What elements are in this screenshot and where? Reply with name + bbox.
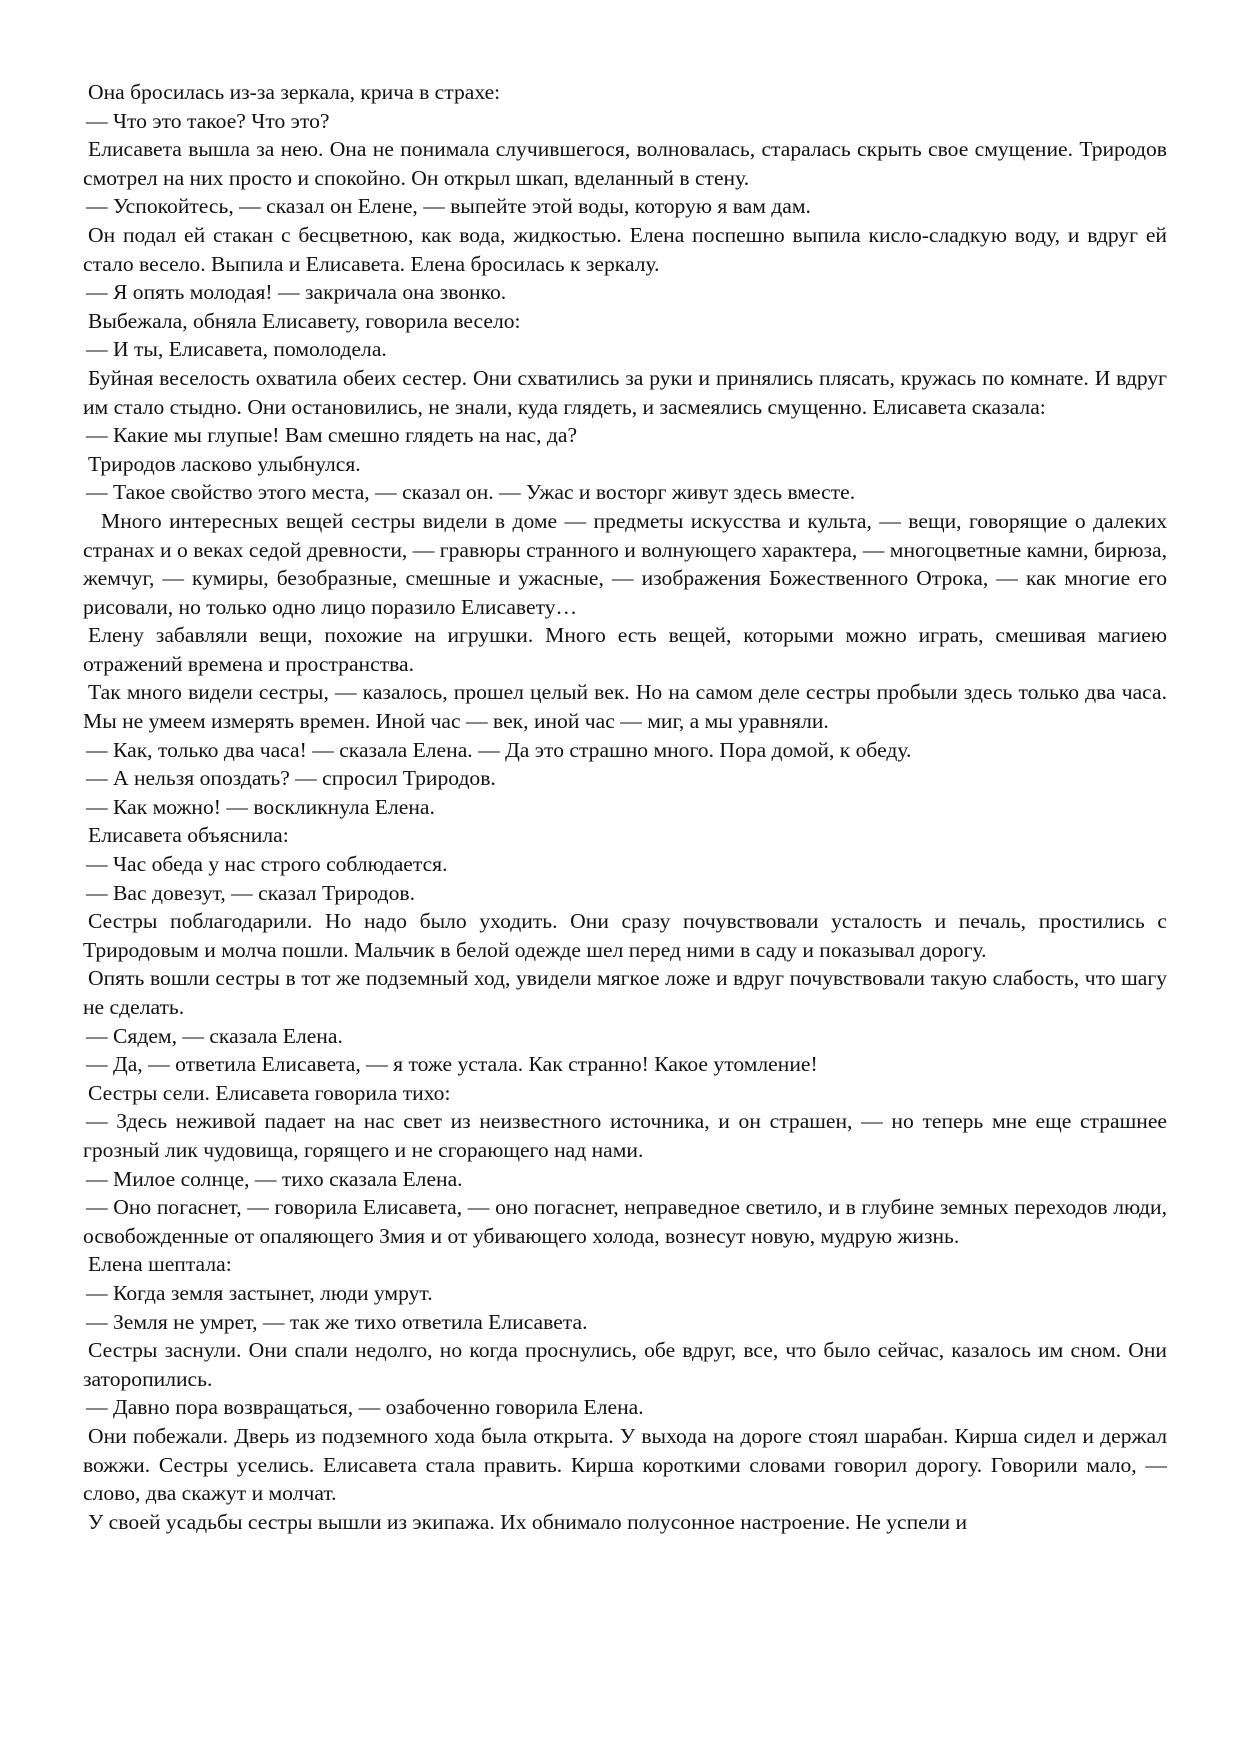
paragraph: — Здесь неживой падает на нас свет из неизвестного источника, и он страшен, — но теперь мне еще страшнее грозный лик чудовища, горящего и не сгорающего над нами. xyxy=(83,1109,1167,1162)
paragraph: — Сядем, — сказала Елена. xyxy=(86,1023,343,1048)
paragraph: Так много видели сестры, — казалось, прошел целый век. Но на самом деле сестры пробыли здесь только два часа. Мы не умеем измерять времен. Иной час — век, иной час — миг, а мы уравняли. xyxy=(83,680,1167,734)
paragraph: — Такое свойство этого места, — сказал он. — Ужас и восторг живут здесь вместе. xyxy=(86,480,856,505)
document-text xyxy=(83,78,1167,1536)
paragraph: У своей усадьбы сестры вышли из экипажа. Их обнимало полусонное настроение. Не успели и xyxy=(88,1509,968,1534)
paragraph: — Я опять молодая! — закричала она звонко. xyxy=(86,280,507,305)
paragraph: — А нельзя опоздать? — спросил Триродов. xyxy=(86,766,496,791)
paragraph: — Час обеда у нас строго соблюдается. xyxy=(86,852,448,877)
paragraph: — Давно пора возвращаться, — озабоченно говорила Елена. xyxy=(86,1395,644,1420)
paragraph: Много интересных вещей сестры видели в доме — предметы искусства и культа, — вещи, говорящие о далеких странах и о веках седой древности, — гравюры странного и волнующего характера, — многоцветные камни, бирюза, жемчуг, — кумиры, безобразные, смешные и ужасные, — изображения Божественного Отрока, — как многие его рисовали, но только одно лицо поразило Елисавету… xyxy=(83,508,1167,619)
paragraph: Она бросилась из-за зеркала, крича в страхе: xyxy=(88,80,501,104)
paragraph: Триродов ласково улыбнулся. xyxy=(88,451,361,476)
paragraph: Сестры заснули. Они спали недолго, но когда проснулись, обе вдруг, все, что было сейчас, казалось им сном. Они заторопились. xyxy=(83,1338,1167,1391)
paragraph: — Какие мы глупые! Вам смешно глядеть на нас, да? xyxy=(86,423,578,448)
paragraph: — Как можно! — воскликнула Елена. xyxy=(86,794,435,819)
paragraph: Елисавета вышла за нею. Она не понимала случившегося, волновалась, старалась скрыть свое смущение. Триродов смотрел на них просто и спокойно. Он открыл шкап, вделанный в стену. xyxy=(83,137,1167,190)
paragraph: Елена шептала: xyxy=(88,1252,232,1277)
paragraph: — Успокойтесь, — сказал он Елене, — выпейте этой воды, которую я вам дам. xyxy=(86,194,811,219)
paragraph: Елисавета объяснила: xyxy=(88,823,289,848)
paragraph: Буйная веселость охватила обеих сестер. Они схватились за руки и принялись плясать, кружась по комнате. И вдруг им стало стыдно. Они остановились, не знали, куда глядеть, и засмеялись смущенно. Елисавета сказала: xyxy=(83,365,1167,419)
paragraph: Опять вошли сестры в тот же подземный ход, увидели мягкое ложе и вдруг почувствовали такую слабость, что шагу не сделать. xyxy=(83,966,1167,1019)
paragraph: Они побежали. Дверь из подземного хода была открыта. У выхода на дороге стоял шарабан. Кирша сидел и держал вожжи. Сестры уселись. Елисавета стала править. Кирша короткими словами говорил дорогу. Говорили мало, — слово, два скажут и молчат. xyxy=(83,1423,1167,1506)
paragraph: — Что это такое? Что это? xyxy=(86,108,330,133)
paragraph: — Когда земля застынет, люди умрут. xyxy=(86,1280,433,1305)
paragraph: — И ты, Елисавета, помолодела. xyxy=(86,337,387,362)
paragraph: — Вас довезут, — сказал Триродов. xyxy=(86,880,416,905)
paragraph: — Оно погаснет, — говорила Елисавета, — оно погаснет, неправедное светило, и в глубине земных переходов люди, освобожденные от опаляющего Змия и от убивающего холода, вознесут новую, мудрую жизнь. xyxy=(83,1195,1167,1248)
paragraph: Елену забавляли вещи, похожие на игрушки. Много есть вещей, которыми можно играть, смешивая магиею отражений времена и пространства. xyxy=(83,623,1167,676)
paragraph: — Милое солнце, — тихо сказала Елена. xyxy=(86,1166,463,1191)
paragraph: Выбежала, обняла Елисавету, говорила весело: xyxy=(88,308,521,333)
paragraph: — Как, только два часа! — сказала Елена. — Да это страшно много. Пора домой, к обеду. xyxy=(86,737,912,762)
paragraph: — Да, — ответила Елисавета, — я тоже устала. Как странно! Какое утомление! xyxy=(86,1052,818,1077)
paragraph: Сестры сели. Елисавета говорила тихо: xyxy=(88,1080,451,1105)
paragraph: Он подал ей стакан с бесцветною, как вода, жидкостью. Елена поспешно выпила кисло-сладкую воду, и вдруг ей стало весело. Выпила и Елисавета. Елена бросилась к зеркалу. xyxy=(83,222,1167,276)
paragraph: Сестры поблагодарили. Но надо было уходить. Они сразу почувствовали усталость и печаль, простились с Триродовым и молча пошли. Мальчик в белой одежде шел перед ними в саду и показывал дорогу. xyxy=(83,909,1167,962)
paragraph: — Земля не умрет, — так же тихо ответила Елисавета. xyxy=(86,1309,588,1334)
